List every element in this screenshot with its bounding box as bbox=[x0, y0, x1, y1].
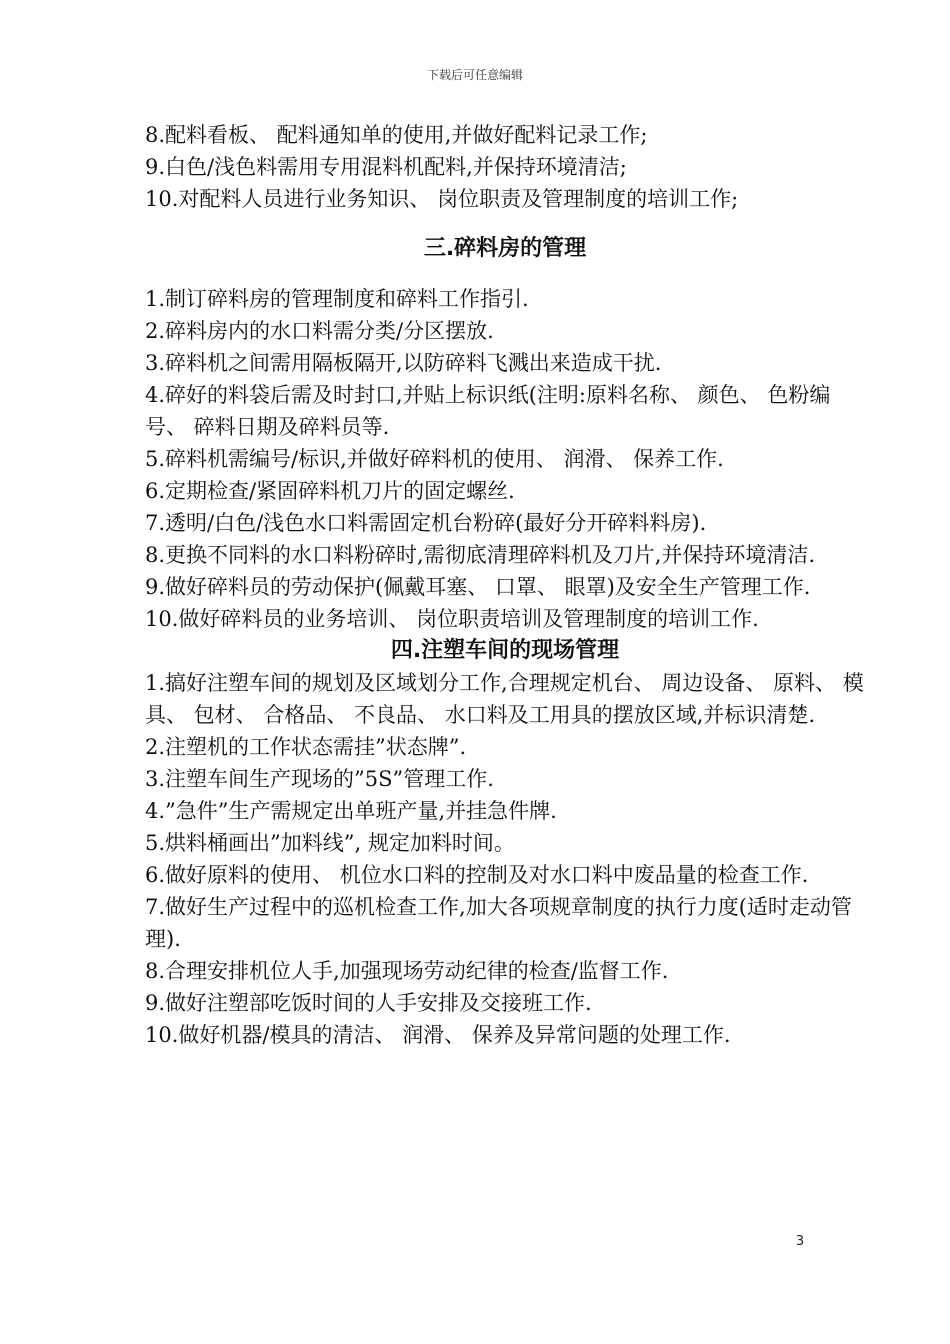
list-item: 6.做好原料的使用、 机位水口料的控制及对水口料中废品量的检查工作. bbox=[145, 863, 809, 887]
list-item: 2.碎料房内的水口料需分类/分区摆放. bbox=[145, 319, 494, 343]
list-item: 5.烘料桶画出”加料线”, 规定加料时间。 bbox=[145, 831, 515, 855]
list-item: 4.碎好的料袋后需及时封口,并贴上标识纸(注明:原料名称、 颜色、 色粉编号、 碎料日期及碎料员等. bbox=[145, 383, 831, 439]
list-item: 7.做好生产过程中的巡机检查工作,加大各项规章制度的执行力度(适时走动管理). bbox=[145, 895, 852, 951]
section-title: 四.注塑车间的现场管理 bbox=[390, 638, 620, 663]
list-item: 5.碎料机需编号/标识,并做好碎料机的使用、 润滑、 保养工作. bbox=[145, 447, 724, 471]
section-title: 三.碎料房的管理 bbox=[423, 236, 587, 261]
list-item: 10.做好碎料员的业务培训、 岗位职责培训及管理制度的培训工作. bbox=[145, 607, 759, 631]
list-item: 8.更换不同料的水口料粉碎时,需彻底清理碎料机及刀片,并保持环境清洁. bbox=[145, 543, 816, 567]
list-item: 3.碎料机之间需用隔板隔开,以防碎料飞溅出来造成干扰. bbox=[145, 351, 662, 375]
list-item: 1.搞好注塑车间的规划及区域划分工作,合理规定机台、 周边设备、 原料、 模具、 包材、 合格品、 不良品、 水口料及工用具的摆放区域,并标识清楚. bbox=[145, 671, 864, 727]
list-item: 2.注塑机的工作状态需挂”状态牌”. bbox=[145, 735, 467, 759]
document-body bbox=[145, 119, 865, 1051]
list-item: 10.做好机器/模具的清洁、 润滑、 保养及异常问题的处理工作. bbox=[145, 1023, 731, 1047]
page-number: 3 bbox=[795, 1234, 805, 1249]
list-item: 1.制订碎料房的管理制度和碎料工作指引. bbox=[145, 287, 529, 311]
list-item: 6.定期检查/紧固碎料机刀片的固定螺丝. bbox=[145, 479, 515, 503]
list-item: 9.做好碎料员的劳动保护(佩戴耳塞、 口罩、 眼罩)及安全生产管理工作. bbox=[145, 575, 811, 599]
header-note: 下载后可任意编辑 bbox=[426, 68, 523, 82]
list-item: 8.合理安排机位人手,加强现场劳动纪律的检查/监督工作. bbox=[145, 959, 669, 983]
list-item: 3.注塑车间生产现场的”5S”管理工作. bbox=[145, 767, 494, 791]
list-item: 9.做好注塑部吃饭时间的人手安排及交接班工作. bbox=[145, 991, 592, 1015]
list-item: 8.配料看板、 配料通知单的使用,并做好配料记录工作; bbox=[145, 123, 648, 147]
list-item: 9.白色/浅色料需用专用混料机配料,并保持环境清洁; bbox=[145, 155, 627, 179]
list-item: 4.”急件”生产需规定出单班产量,并挂急件牌. bbox=[145, 799, 557, 823]
list-item: 10.对配料人员进行业务知识、 岗位职责及管理制度的培训工作; bbox=[145, 187, 739, 211]
list-item: 7.透明/白色/浅色水口料需固定机台粉碎(最好分开碎料料房). bbox=[145, 511, 707, 535]
